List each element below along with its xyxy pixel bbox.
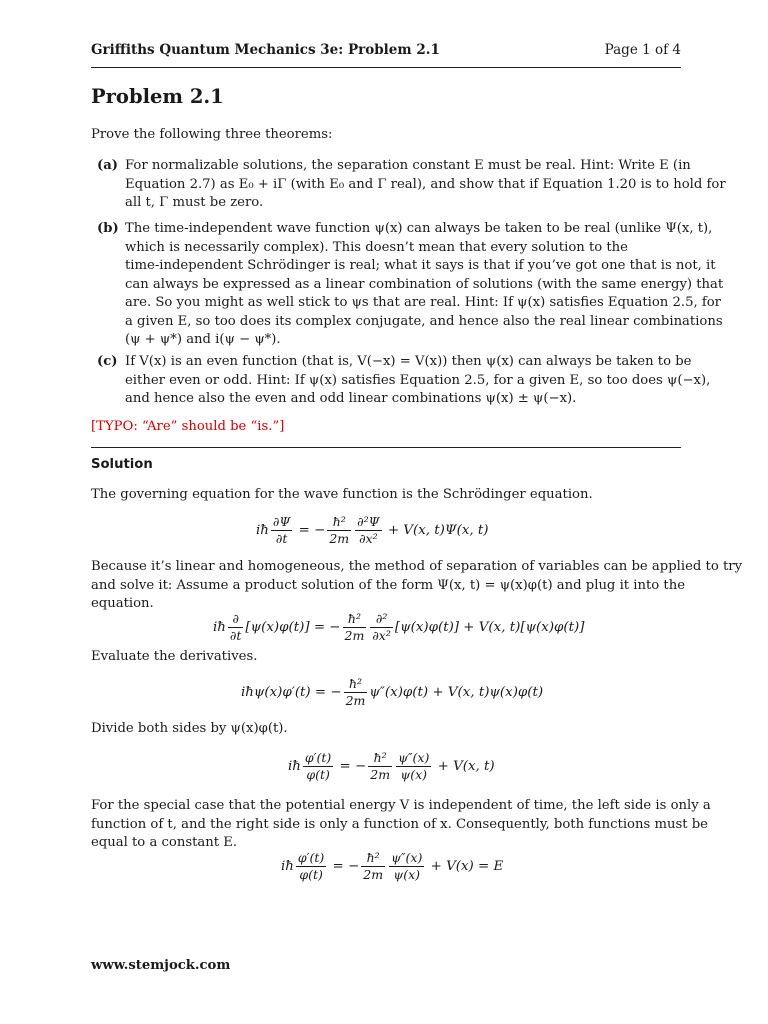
eq-numerator: ∂²Ψ bbox=[357, 514, 380, 529]
header-rule bbox=[91, 67, 681, 68]
theorem-c-label: (c) bbox=[97, 354, 118, 369]
eq-term: + V(x, t)Ψ(x, t) bbox=[383, 523, 489, 538]
eq-denominator: ∂x² bbox=[372, 628, 391, 643]
document-page bbox=[91, 0, 743, 1024]
theorem-b-line: (ψ + ψ*) and i(ψ − ψ*). bbox=[125, 332, 281, 347]
eq-numerator: φ′(t) bbox=[304, 750, 332, 765]
theorem-a-line: all t, Γ must be zero. bbox=[125, 195, 264, 210]
eq-term: iħ bbox=[213, 620, 226, 635]
solution-title: Solution bbox=[91, 457, 153, 472]
footer-website[interactable]: www.stemjock.com bbox=[91, 958, 231, 973]
eq-denominator: ∂t bbox=[229, 628, 242, 643]
eq-denominator: 2m bbox=[345, 693, 366, 708]
theorem-c-line: either even or odd. Hint: If ψ(x) satisfies Equation 2.5, for a given E, so too does ψ(−x), bbox=[125, 372, 711, 388]
divided-equation bbox=[288, 750, 495, 783]
paragraph-line: equation. bbox=[91, 596, 154, 611]
theorem-b-line: The time-independent wave function ψ(x) can always be taken to be real (unlike Ψ(x, t), bbox=[125, 221, 713, 236]
theorem-b-line: are. So you might as well stick to ψs that are real. Hint: If ψ(x) satisfies Equation 2.5, for bbox=[125, 295, 721, 310]
theorem-a-label: (a) bbox=[97, 158, 119, 173]
eq-term: = − bbox=[294, 523, 326, 538]
eq-numerator: ∂ bbox=[228, 611, 244, 628]
schrodinger-equation bbox=[256, 514, 489, 547]
eq-denominator: 2m bbox=[363, 867, 384, 882]
paragraph-line: Evaluate the derivatives. bbox=[91, 649, 258, 664]
theorem-a bbox=[91, 157, 726, 213]
eq-numerator: ħ² bbox=[327, 514, 351, 531]
theorem-b-label: (b) bbox=[97, 221, 119, 236]
eq-denominator: ∂x² bbox=[359, 531, 378, 546]
paragraph-line: equal to a constant E. bbox=[91, 835, 238, 850]
solution-paragraph-4 bbox=[91, 720, 681, 739]
solution-paragraph-1 bbox=[91, 486, 681, 505]
eq-denominator: φ(t) bbox=[306, 767, 330, 782]
solution-rule bbox=[91, 447, 681, 448]
paragraph-line: For the special case that the potential energy V is independent of time, the left side is only a bbox=[91, 798, 711, 813]
eq-denominator: ∂t bbox=[275, 531, 288, 546]
eq-term: iħψ(x)φ′(t) = − bbox=[241, 685, 342, 700]
eq-numerator: ∂² bbox=[370, 611, 393, 628]
theorem-c-line: and hence also the even and odd linear combinations ψ(x) ± ψ(−x). bbox=[125, 391, 577, 406]
paragraph-line: Divide both sides by ψ(x)φ(t). bbox=[91, 721, 288, 736]
eq-numerator: ħ² bbox=[368, 750, 392, 767]
eq-numerator: ħ² bbox=[361, 850, 385, 867]
eq-denominator: 2m bbox=[344, 628, 365, 643]
separated-equation bbox=[281, 850, 503, 883]
eq-numerator: ψ″(x) bbox=[398, 750, 430, 765]
eq-term: + V(x, t) bbox=[433, 759, 495, 774]
solution-paragraph-2 bbox=[91, 558, 743, 614]
eq-numerator: ħ² bbox=[344, 676, 368, 693]
problem-intro: Prove the following three theorems: bbox=[91, 127, 333, 142]
eq-term: iħ bbox=[256, 523, 269, 538]
theorem-a-line: For normalizable solutions, the separation constant E must be real. Hint: Write E (in bbox=[125, 158, 691, 173]
theorem-c-line: If V(x) is an even function (that is, V(−x) = V(x)) then ψ(x) can always be taken to be bbox=[125, 354, 692, 369]
theorem-b-line: can always be expressed as a linear combination of solutions (with the same energy) that bbox=[125, 276, 724, 292]
eq-term: iħ bbox=[281, 859, 294, 874]
eq-numerator: ħ² bbox=[343, 611, 367, 628]
derivative-equation bbox=[241, 676, 543, 709]
eq-denominator: ψ(x) bbox=[393, 867, 420, 882]
paragraph-line: The governing equation for the wave function is the Schrödinger equation. bbox=[91, 487, 593, 502]
eq-numerator: φ′(t) bbox=[297, 850, 325, 865]
paragraph-line: function of t, and the right side is only a function of x. Consequently, both functions must be bbox=[91, 816, 708, 832]
running-header bbox=[91, 41, 681, 61]
theorem-b-line: a given E, so too does its complex conjugate, and hence also the real linear combinations bbox=[125, 313, 723, 329]
typo-note: [TYPO: “Are” should be “is.”] bbox=[91, 419, 285, 434]
eq-term: ψ″(x)φ(t) + V(x, t)ψ(x)φ(t) bbox=[369, 685, 544, 700]
substituted-equation bbox=[213, 611, 584, 644]
eq-numerator: ψ″(x) bbox=[391, 850, 423, 865]
theorem-b-line: which is necessarily complex). This doesn’t mean that every solution to the bbox=[125, 239, 628, 255]
header-page-number: Page 1 of 4 bbox=[604, 42, 681, 58]
paragraph-line: Because it’s linear and homogeneous, the method of separation of variables can be applied to try bbox=[91, 559, 743, 574]
theorem-a-line: Equation 2.7) as E₀ + iΓ (with E₀ and Γ real), and show that if Equation 1.20 is to hold for bbox=[125, 176, 726, 192]
eq-term: = − bbox=[328, 859, 360, 874]
eq-term: + V(x) = E bbox=[426, 859, 504, 874]
theorem-b-line: time-independent Schrödinger is real; what it says is that if you’ve got one that is not, it bbox=[125, 258, 716, 273]
eq-denominator: ψ(x) bbox=[400, 767, 427, 782]
eq-denominator: φ(t) bbox=[299, 867, 323, 882]
eq-denominator: 2m bbox=[329, 531, 350, 546]
solution-paragraph-3 bbox=[91, 648, 681, 667]
eq-denominator: 2m bbox=[370, 767, 391, 782]
theorem-c bbox=[91, 353, 711, 409]
eq-term: [ψ(x)φ(t)] = − bbox=[245, 620, 341, 635]
header-title: Griffiths Quantum Mechanics 3e: Problem 2.1 bbox=[91, 42, 440, 58]
solution-paragraph-5 bbox=[91, 797, 711, 853]
theorem-b bbox=[91, 220, 724, 350]
paragraph-line: and solve it: Assume a product solution of the form Ψ(x, t) = ψ(x)φ(t) and plug it into the bbox=[91, 577, 686, 593]
problem-title: Problem 2.1 bbox=[91, 85, 224, 108]
eq-term: iħ bbox=[288, 759, 301, 774]
eq-numerator: ∂Ψ bbox=[272, 514, 291, 529]
eq-term: [ψ(x)φ(t)] + V(x, t)[ψ(x)φ(t)] bbox=[394, 620, 585, 635]
eq-term: = − bbox=[335, 759, 367, 774]
